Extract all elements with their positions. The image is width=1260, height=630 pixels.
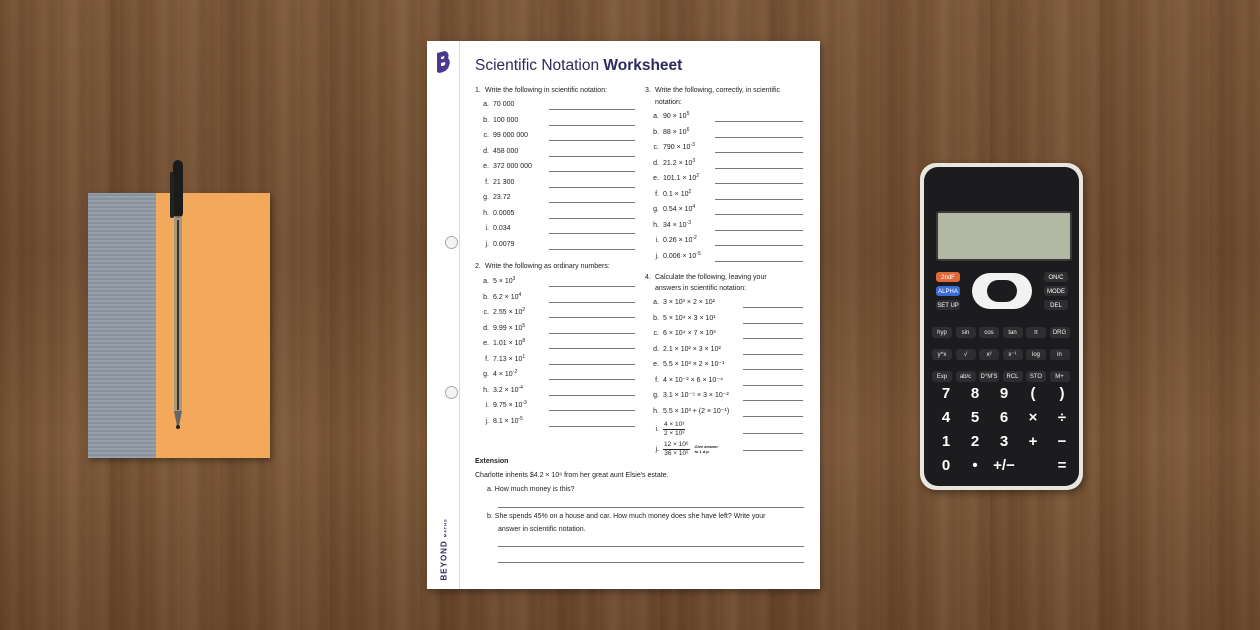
item-expression: $1.01 \times 10^8$ — [493, 338, 526, 347]
item-expression: $0.1 \times 10^2$ — [663, 188, 692, 198]
answer-line[interactable] — [715, 261, 803, 262]
answer-line[interactable] — [743, 450, 803, 451]
calc-fn-key[interactable]: y^x — [932, 349, 952, 360]
q1-item — [475, 147, 518, 157]
brand-name: BEYOND — [439, 540, 449, 581]
extension-b: b. She spends 45% on a house and car. How much money does she have left? Write your — [487, 513, 766, 520]
answer-line[interactable] — [715, 152, 803, 153]
item-expression: 5 × 10⁴ × 3 × 10¹ — [663, 314, 716, 322]
item-expression: $4 \times 10^{-2}$ — [493, 369, 518, 378]
question-number: 2. — [475, 263, 481, 270]
item-expression: $3.2 \times 10^{-4}$ — [493, 384, 523, 394]
calc-num-key[interactable]: ( — [1030, 385, 1036, 402]
q2-item — [475, 417, 523, 427]
calc-num-key[interactable]: ÷ — [1057, 409, 1067, 426]
q1-item — [475, 100, 514, 110]
item-expression: $0.54 \times 10^4$ — [663, 204, 696, 213]
item-letter: h. — [483, 209, 489, 217]
q3-item — [645, 128, 689, 138]
calc-fn-key[interactable]: DRG — [1050, 327, 1070, 338]
answer-line[interactable] — [549, 109, 635, 110]
calc-fn-key[interactable]: ln — [1050, 349, 1070, 360]
question-3-line2: notation: — [655, 99, 682, 106]
answer-line[interactable] — [549, 379, 635, 380]
answer-line[interactable] — [549, 348, 635, 349]
calc-num-key[interactable]: • — [972, 457, 978, 474]
item-expression: $8.1 \times 10^{-5}$ — [493, 415, 523, 425]
fraction-denominator: 36 × 10² — [664, 449, 689, 457]
answer-line[interactable] — [715, 168, 803, 169]
q3-item — [645, 236, 697, 246]
item-letter: a. — [653, 113, 659, 120]
calc-num-key[interactable]: − — [1057, 433, 1067, 450]
calc-fn-key[interactable]: cos — [979, 327, 999, 338]
item-letter: g. — [653, 206, 659, 213]
q2-item — [475, 370, 517, 380]
q3-item — [645, 221, 691, 231]
item-expression: $790 \times 10^{-3}$ — [663, 142, 695, 151]
calc-num-key[interactable]: × — [1028, 409, 1038, 426]
question-number: 1. — [475, 87, 481, 94]
calc-key-0[interactable]: 2ndF — [936, 272, 960, 282]
beyond-logo-icon — [435, 51, 451, 73]
q2-item — [475, 324, 525, 334]
item-expression: $34 \times 10^{-3}$ — [663, 219, 692, 229]
question-3 — [645, 86, 780, 96]
q2-item — [475, 401, 527, 411]
calc-num-key[interactable]: 4 — [941, 409, 951, 426]
note — [695, 444, 719, 454]
item-letter: f. — [655, 190, 659, 198]
answer-line[interactable] — [743, 416, 803, 417]
brand-wordmark — [440, 511, 449, 581]
q4-item — [645, 391, 729, 401]
q4-item — [645, 376, 723, 386]
item-expression: $0.26 \times 10^{-2}$ — [663, 235, 697, 244]
answer-line[interactable] — [498, 546, 804, 547]
q2-item — [475, 386, 523, 396]
extension-b-line2: answer in scientific notation. — [498, 526, 586, 533]
q4-item-j: j. $\frac{\text{12 × 10⁶}}{\text{36 × 10²}}$ Give answer to 1 d.p. — [655, 440, 719, 457]
item-letter: c. — [653, 330, 659, 337]
item-expression: $21.2 \times 10^3$ — [663, 157, 696, 167]
item-letter: e. — [653, 361, 659, 368]
item-expression: $0.006 \times 10^{-5}$ — [663, 250, 701, 260]
answer-line[interactable] — [715, 214, 803, 215]
q2-item — [475, 293, 521, 303]
item-letter: f. — [655, 376, 659, 384]
pen — [170, 160, 186, 430]
calc-fn-key[interactable]: π — [1026, 327, 1046, 338]
question-text: Write the following as ordinary numbers: — [485, 263, 610, 270]
calc-num-key[interactable]: 6 — [999, 409, 1009, 426]
item-letter: h. — [653, 407, 659, 415]
question-number: 3. — [645, 87, 651, 94]
fraction-numerator: 12 × 10⁶ — [664, 440, 689, 448]
answer-line[interactable] — [743, 307, 803, 308]
item-expression: 6 × 10⁴ × 7 × 10³ — [663, 330, 716, 337]
calc-num-key[interactable]: 3 — [999, 433, 1009, 450]
answer-line[interactable] — [549, 202, 635, 203]
q1-item — [475, 209, 514, 219]
item-expression: 3.1 × 10⁻⁵ × 3 × 10⁻² — [663, 392, 729, 399]
item-letter: i. — [655, 237, 659, 244]
calc-fn-key[interactable]: x² — [979, 349, 999, 360]
q4-item-i: i. $\frac{\text{4 × 10³}}{\text{2 × 10³}}$ — [655, 420, 685, 437]
item-expression: $88 \times 10^6$ — [663, 126, 690, 136]
item-expression: 21 300 — [493, 178, 515, 186]
item-expression: 0.0079 — [493, 240, 515, 248]
question-text: Calculate the following, leaving your — [655, 274, 767, 281]
title-plain: Scientific Notation — [475, 57, 604, 74]
item-letter: c. — [483, 309, 489, 316]
calc-fn-key[interactable]: ab/c — [956, 371, 976, 382]
calc-fn-key[interactable]: D°M'S — [979, 371, 999, 382]
notebook-spine — [88, 193, 156, 458]
item-letter: g. — [483, 194, 489, 201]
answer-line[interactable] — [549, 286, 635, 287]
answer-line[interactable] — [549, 395, 635, 396]
item-letter: d. — [483, 147, 489, 155]
calc-num-key[interactable]: 1 — [941, 433, 951, 450]
item-expression: 0.0005 — [493, 209, 515, 217]
item-letter: e. — [483, 163, 489, 170]
item-expression: 99 000 000 — [493, 132, 529, 139]
calculator — [920, 163, 1083, 490]
q1-item — [475, 116, 518, 126]
item-letter: e. — [483, 340, 489, 347]
q4-item — [645, 314, 716, 324]
item-letter: j. — [655, 252, 659, 260]
calc-num-key[interactable]: ) — [1059, 385, 1065, 402]
item-expression: $2.55 \times 10^2$ — [493, 307, 526, 316]
item-letter: h. — [653, 221, 659, 229]
q2-item — [475, 308, 525, 318]
item-letter: g. — [483, 371, 489, 378]
item-letter: a. — [653, 299, 659, 306]
worksheet — [427, 41, 820, 589]
calc-num-key[interactable]: 0 — [941, 457, 951, 474]
page-title — [475, 57, 682, 75]
item-expression: 3 × 10³ × 2 × 10² — [663, 299, 715, 306]
q4-item — [645, 329, 716, 339]
item-expression: 5.5 × 10³ × 2 × 10⁻¹ — [663, 361, 725, 368]
question-number: 4. — [645, 274, 651, 281]
fraction-denominator: 2 × 10³ — [664, 429, 685, 437]
question-4-line2: answers in scientific notation: — [655, 285, 747, 292]
calc-fn-key[interactable]: Exp — [932, 371, 952, 382]
item-expression: $7.13 \times 10^1$ — [493, 353, 526, 363]
calc-fn-key[interactable]: tan — [1003, 327, 1023, 338]
item-expression: 372 000 000 — [493, 163, 532, 170]
item-letter: d. — [483, 324, 489, 332]
calc-num-key[interactable]: 5 — [970, 409, 980, 426]
calculator-display — [936, 211, 1072, 261]
answer-line[interactable] — [549, 302, 635, 303]
q3-item — [645, 252, 701, 262]
question-text: Write the following in scientific notation: — [485, 87, 608, 94]
item-letter: j. — [485, 417, 489, 425]
answer-line[interactable] — [498, 507, 804, 508]
fraction-numerator: 4 × 10³ — [664, 420, 685, 428]
calc-fn-key[interactable]: sin — [956, 327, 976, 338]
answer-line[interactable] — [549, 171, 635, 172]
item-letter: c. — [653, 144, 659, 151]
q4-item — [645, 407, 729, 417]
item-letter: b. — [653, 128, 659, 136]
answer-line[interactable] — [549, 233, 635, 234]
q4-item — [645, 360, 725, 370]
worksheet-sidebar — [427, 41, 460, 589]
extension-intro: Charlotte inherits $4.2 × 10⁶ from her great aunt Elsie's estate. — [475, 472, 669, 479]
calc-num-key[interactable]: 2 — [970, 433, 980, 450]
item-letter: j. — [485, 240, 489, 248]
q4-item — [645, 298, 715, 308]
answer-line[interactable] — [715, 183, 803, 184]
item-expression: $9.99 \times 10^5$ — [493, 322, 526, 332]
extension-heading: Extension — [475, 458, 509, 465]
answer-line[interactable] — [743, 433, 803, 434]
answer-line[interactable] — [549, 187, 635, 188]
question-2 — [475, 262, 610, 272]
item-letter: a. — [483, 101, 489, 108]
item-expression: $6.2 \times 10^4$ — [493, 291, 522, 301]
q2-item — [475, 277, 515, 287]
q2-item — [475, 355, 525, 365]
item-letter: e. — [653, 175, 659, 182]
q1-item — [475, 193, 511, 203]
item-letter: b. — [483, 116, 489, 124]
answer-line[interactable] — [549, 156, 635, 157]
calc-num-key[interactable]: 8 — [970, 385, 980, 402]
calc-fn-key[interactable]: log — [1026, 349, 1046, 360]
item-expression: 4 × 10⁻² × 6 × 10⁻⁴ — [663, 376, 724, 384]
punch-hole — [445, 386, 458, 399]
q3-item — [645, 174, 699, 184]
q1-item — [475, 162, 532, 172]
answer-line[interactable] — [715, 230, 803, 231]
calc-key-r2[interactable]: DEL — [1044, 300, 1068, 310]
answer-line[interactable] — [549, 218, 635, 219]
q3-item — [645, 159, 695, 169]
calc-num-key[interactable]: + — [1028, 433, 1038, 450]
calc-fn-key[interactable]: √ — [956, 349, 976, 360]
answer-line[interactable] — [549, 410, 635, 411]
calc-num-key[interactable]: +/− — [993, 457, 1015, 474]
question-4 — [645, 273, 767, 283]
calc-fn-key[interactable]: M+ — [1050, 371, 1070, 382]
item-letter: i. — [485, 402, 489, 409]
answer-line[interactable] — [715, 121, 803, 122]
item-letter: g. — [653, 392, 659, 399]
answer-line[interactable] — [743, 323, 803, 324]
item-letter: f. — [485, 178, 489, 186]
calc-key-2[interactable]: SET UP — [936, 300, 960, 310]
calc-key-1[interactable]: ALPHA — [936, 286, 960, 296]
note-line2: to 1 d.p. — [694, 449, 710, 455]
item-letter: c. — [483, 132, 489, 139]
punch-hole — [445, 236, 458, 249]
answer-line[interactable] — [743, 354, 803, 355]
answer-line[interactable] — [549, 249, 635, 250]
item-expression: 100 000 — [493, 116, 519, 124]
answer-line[interactable] — [715, 199, 803, 200]
item-expression: $90 \times 10^5$ — [663, 111, 690, 120]
calc-key-r1[interactable]: MODE — [1044, 286, 1068, 296]
answer-line[interactable] — [549, 317, 635, 318]
brand-sub: MATHS — [442, 518, 448, 538]
item-letter: d. — [653, 345, 659, 353]
answer-line[interactable] — [549, 125, 635, 126]
item-letter: h. — [483, 386, 489, 394]
extension-a: a. How much money is this? — [487, 486, 575, 493]
calc-key-r0[interactable]: ON/C — [1044, 272, 1068, 282]
q3-item — [645, 205, 695, 215]
answer-line[interactable] — [549, 140, 635, 141]
answer-line[interactable] — [743, 400, 803, 401]
item-expression: 2.1 × 10² × 3 × 10² — [663, 345, 721, 353]
q3-item — [645, 190, 691, 200]
q1-item — [475, 131, 528, 141]
question-text: Write the following, correctly, in scientific — [655, 87, 781, 94]
answer-line[interactable] — [743, 385, 803, 386]
q2-item — [475, 339, 525, 349]
q3-item — [645, 143, 695, 153]
item-expression: 0.034 — [493, 225, 511, 232]
calculator-body — [924, 167, 1079, 486]
item-letter: d. — [653, 159, 659, 167]
calc-num-key[interactable]: 7 — [941, 385, 951, 402]
answer-line[interactable] — [498, 562, 804, 563]
item-expression: 458 000 — [493, 147, 519, 155]
item-letter: b. — [483, 293, 489, 301]
q1-item — [475, 240, 514, 250]
calc-fn-key[interactable]: hyp — [932, 327, 952, 338]
q1-item — [475, 224, 511, 234]
direction-pad-center — [987, 280, 1017, 302]
item-expression: $101.1 \times 10^2$ — [663, 173, 700, 182]
answer-line[interactable] — [715, 137, 803, 138]
item-letter: a. — [483, 278, 489, 285]
q1-item — [475, 178, 514, 188]
q4-item — [645, 345, 721, 355]
item-expression: 70 000 — [493, 101, 515, 108]
item-expression: $9.75 \times 10^{-3}$ — [493, 400, 527, 409]
item-expression: $5 \times 10^3$ — [493, 276, 516, 285]
calc-num-key[interactable]: = — [1057, 457, 1067, 474]
answer-line[interactable] — [743, 369, 803, 370]
answer-line[interactable] — [549, 364, 635, 365]
answer-line[interactable] — [715, 245, 803, 246]
item-letter: i. — [485, 225, 489, 232]
answer-line[interactable] — [549, 426, 635, 427]
fraction — [663, 421, 685, 438]
question-1 — [475, 86, 607, 96]
q3-item — [645, 112, 689, 122]
item-expression: 23.72 — [493, 194, 511, 201]
fraction — [663, 441, 690, 458]
note-line1: Give answer — [694, 444, 719, 450]
calc-fn-key[interactable]: RCL — [1003, 371, 1023, 382]
answer-line[interactable] — [743, 338, 803, 339]
item-expression: 5.5 × 10³ + (2 × 10⁻¹) — [663, 407, 730, 415]
calc-fn-key[interactable]: x⁻¹ — [1003, 349, 1023, 360]
title-bold: Worksheet — [603, 57, 683, 74]
item-letter: f. — [485, 355, 489, 363]
answer-line[interactable] — [549, 333, 635, 334]
calc-num-key[interactable]: 9 — [999, 385, 1009, 402]
item-letter: b. — [653, 314, 659, 322]
calc-fn-key[interactable]: STO — [1026, 371, 1046, 382]
